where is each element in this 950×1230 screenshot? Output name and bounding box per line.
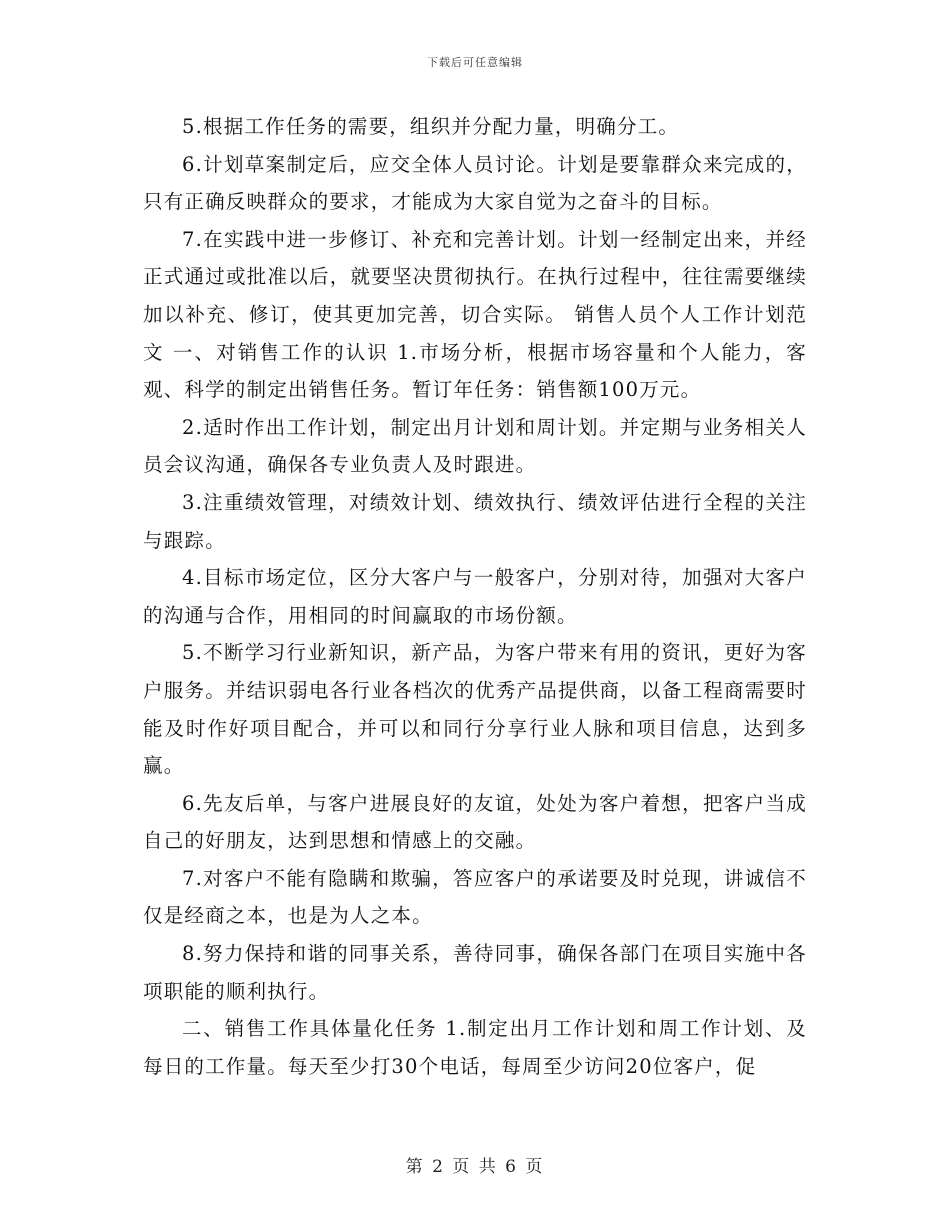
page-header-note: 下载后可任意编辑: [427, 56, 523, 69]
paragraph: 8.努力保持和谐的同事关系，善待同事，确保各部门在项目实施中各项职能的顺利执行。: [143, 942, 807, 1003]
paragraph: 4.目标市场定位，区分大客户与一般客户，分别对待，加强对大客户的沟通与合作，用相同的时间赢取的市场份额。: [143, 566, 807, 627]
paragraph: 2.适时作出工作计划，制定出月计划和周计划。并定期与业务相关人员会议沟通，确保各专业负责人及时跟进。: [143, 415, 807, 477]
paragraph: 5.根据工作任务的需要，组织并分配力量，明确分工。: [182, 115, 680, 138]
paragraph: 3.注重绩效管理，对绩效计划、绩效执行、绩效评估进行全程的关注与跟踪。: [143, 490, 807, 552]
paragraph: 6.先友后单，与客户进展良好的友谊，处处为客户着想，把客户当成自己的好朋友，达到思想和情感上的交融。: [143, 791, 807, 853]
paragraph: 7.对客户不能有隐瞒和欺骗，答应客户的承诺要及时兑现，讲诚信不仅是经商之本，也是为人之本。: [143, 866, 807, 928]
document-body: [143, 108, 807, 1085]
paragraph: 二、销售工作具体量化任务 1.制定出月工作计划和周工作计划、及每日的工作量。每天至少打30个电话，每周至少访问20位客户，促: [143, 1017, 807, 1078]
page-number: 第 2 页 共 6 页: [405, 1157, 545, 1177]
paragraph: 6.计划草案制定后，应交全体人员讨论。计划是要靠群众来完成的，只有正确反映群众的要求，才能成为大家自觉为之奋斗的目标。: [143, 152, 807, 214]
paragraph: 7.在实践中进一步修订、补充和完善计划。计划一经制定出来，并经正式通过或批准以后，就要坚决贯彻执行。在执行过程中，往往需要继续加以补充、修订，使其更加完善，切合实际。 销售人员个人工作计划范文 一、对销售工作的认识 1.市场分析，根据市场容量和个人能力，客观、科学的制定出销售任务。暂订年任务：销售额100万元。: [143, 227, 807, 402]
paragraph: 5.不断学习行业新知识，新产品，为客户带来有用的资讯，更好为客户服务。并结识弱电各行业各档次的优秀产品提供商，以备工程商需要时能及时作好项目配合，并可以和同行分享行业人脉和项目信息，达到多赢。: [143, 641, 807, 778]
